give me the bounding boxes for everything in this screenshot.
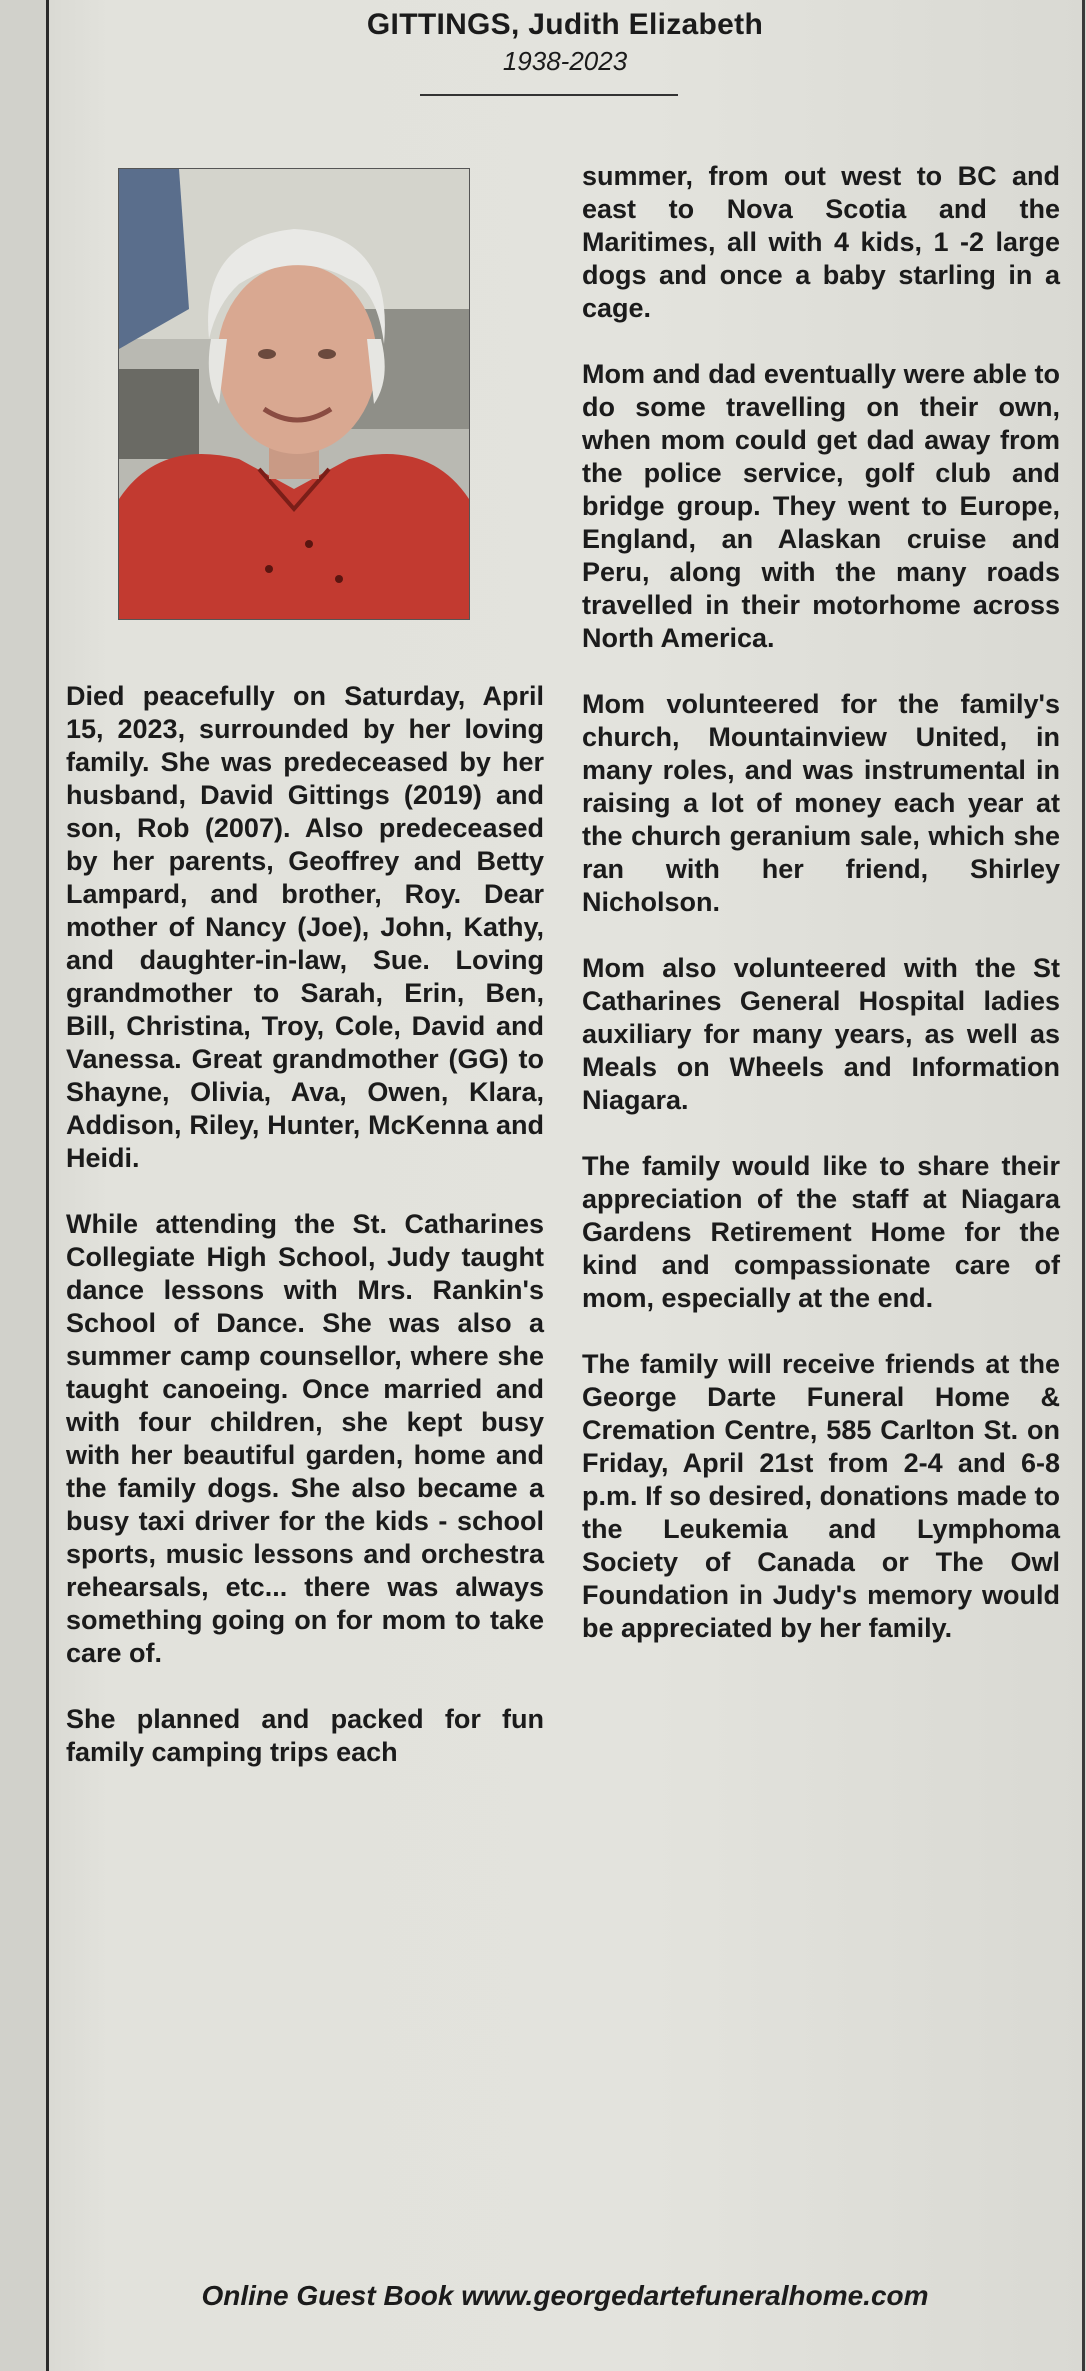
- title-underline: [420, 94, 678, 96]
- paragraph-travel: Mom and dad eventually were able to do some travelling on their own, when mom could get dad away from the police service, golf club and bridge group. They went to Europe, England, an Alaskan cruise and Peru, along with the many roads travelled in their motorhome across North America.: [582, 359, 1060, 653]
- obituary-years: 1938-2023: [502, 46, 628, 76]
- paragraph-camping: She planned and packed for fun family camping trips each: [66, 1704, 544, 1767]
- column-rule-right: [1082, 0, 1085, 2371]
- paragraph-appreciation: The family would like to share their appreciation of the staff at Niagara Gardens Retirement Home for the kind and compassionate care of mom, especially at the end.: [582, 1151, 1060, 1313]
- obituary-name: GITTINGS, Judith Elizabeth: [366, 8, 764, 41]
- right-text-column: [582, 160, 1060, 1678]
- paragraph-camping-cont: summer, from out west to BC and east to Nova Scotia and the Maritimes, all with 4 kids, 1 -2 large dogs and once a baby starling in a cage.: [582, 161, 1060, 323]
- guest-book-line: Online Guest Book www.georgedartefuneralhome.com: [201, 2280, 929, 2311]
- portrait-photo: [118, 168, 470, 620]
- paragraph-visitation: The family will receive friends at the George Darte Funeral Home & Cremation Centre, 585 Carlton St. on Friday, April 21st from 2-4 and 6-8 p.m. If so desired, donations made to the Leukemia and Lymphoma Society of Canada or The Owl Foundation in Judy's memory would be appreciated by her family.: [582, 1349, 1060, 1643]
- paragraph-hospital: Mom also volunteered with the St Catharines General Hospital ladies auxiliary for many years, as well as Meals on Wheels and Information Niagara.: [582, 953, 1060, 1115]
- portrait-illustration: [119, 169, 469, 619]
- column-rule-left: [46, 0, 49, 2371]
- paragraph-death-notice: Died peacefully on Saturday, April 15, 2023, surrounded by her loving family. She was predeceased by her husband, David Gittings (2019) and son, Rob (2007). Also predeceased by her parents, Geoffrey and Betty Lampard, and brother, Roy. Dear mother of Nancy (Joe), John, Kathy, and daughter-in-law, Sue. Loving grandmother to Sarah, Erin, Ben, Bill, Christina, Troy, Cole, David and Vanessa. Great grandmother (GG) to Shayne, Olivia, Ava, Owen, Klara, Addison, Riley, Hunter, McKenna and Heidi.: [66, 681, 544, 1173]
- adjacent-column-strip: [0, 0, 46, 2371]
- left-text-column: [66, 680, 544, 1802]
- paragraph-school-years: While attending the St. Catharines Collegiate High School, Judy taught dance lessons with Mrs. Rankin's School of Dance. She was also a summer camp counsellor, where she taught canoeing. Once married and with four children, she kept busy with her beautiful garden, home and the family dogs. She also became a busy taxi driver for the kids - school sports, music lessons and orchestra rehearsals, etc... there was always something going on for mom to take care of.: [66, 1209, 544, 1668]
- paragraph-church: Mom volunteered for the family's church, Mountainview United, in many roles, and was instrumental in raising a lot of money each year at the church geranium sale, which she ran with her friend, Shirley Nicholson.: [582, 689, 1060, 917]
- obituary-header: [60, 0, 1070, 77]
